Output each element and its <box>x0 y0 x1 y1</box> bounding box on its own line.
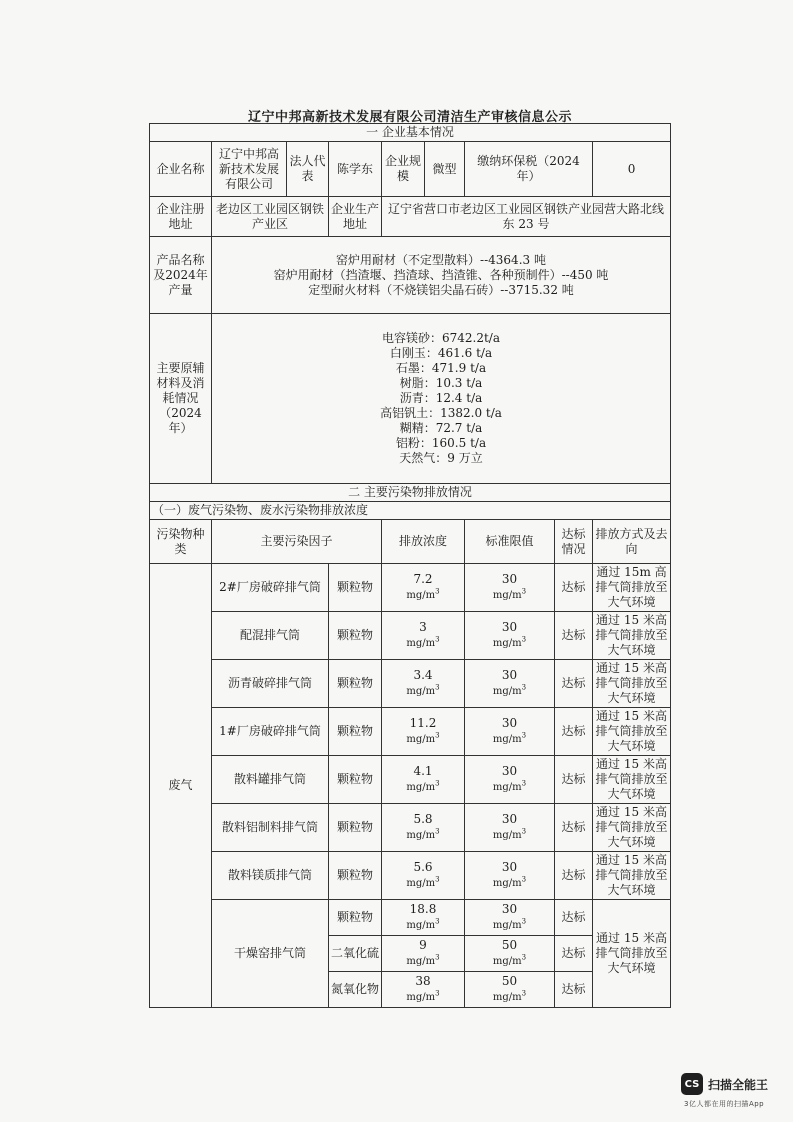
source-cell: 1#厂房破碎排气筒 <box>212 708 329 756</box>
unit-label: $mg/m^3$ <box>492 917 527 932</box>
unit-label: $mg/m^3$ <box>492 953 527 968</box>
method-cell: 通过 15 米高排气筒排放至大气环境 <box>593 660 671 708</box>
limit-cell: 30 $mg/m^3$ <box>465 612 555 660</box>
scale-label: 企业规模 <box>382 142 425 197</box>
kiln-source-cell: 干燥窑排气筒 <box>212 900 329 1008</box>
table-row <box>150 756 671 804</box>
status-cell: 达标 <box>555 804 593 852</box>
material-line: 白刚玉：461.6 t/a <box>389 346 493 360</box>
watermark-name: 扫描全能王 <box>708 1077 769 1092</box>
material-line: 铝粉：160.5 t/a <box>395 436 487 450</box>
camscanner-icon: CS <box>681 1073 703 1095</box>
method-cell: 通过 15m 高排气筒排放至大气环境 <box>593 564 671 612</box>
material-line: 糊精：72.7 t/a <box>399 421 483 435</box>
material-line: 电容镁砂：6742.2t/a <box>382 331 501 345</box>
prod-address-value: 辽宁省营口市老边区工业园区钢铁产业园营大路北线东 23 号 <box>382 197 671 237</box>
section1-heading: 一 企业基本情况 <box>150 124 671 142</box>
header-status: 达标情况 <box>555 520 593 564</box>
company-name-label: 企业名称 <box>150 142 212 197</box>
table-row <box>150 660 671 708</box>
pollutant-cell: 颗粒物 <box>329 612 382 660</box>
material-line: 高铝钒土：1382.0 t/a <box>380 406 502 420</box>
method-cell: 通过 15 米高排气筒排放至大气环境 <box>593 612 671 660</box>
table-row <box>150 852 671 900</box>
unit-label: $mg/m^3$ <box>492 635 527 650</box>
unit-label: $mg/m^3$ <box>406 917 440 932</box>
unit-label: $mg/m^3$ <box>406 989 440 1004</box>
env-tax-value: 0 <box>593 142 671 197</box>
scale-value: 微型 <box>425 142 465 197</box>
company-name-value: 辽宁中邦高新技术发展有限公司 <box>212 142 287 197</box>
unit-label: $mg/m^3$ <box>492 779 527 794</box>
products-label: 产品名称及2024年产量 <box>150 237 212 314</box>
unit-label: $mg/m^3$ <box>406 827 440 842</box>
conc-cell: 4.1 $mg/m^3$ <box>382 756 465 804</box>
limit-cell: 50 $mg/m^3$ <box>465 936 555 972</box>
table-row <box>150 804 671 852</box>
unit-label: $mg/m^3$ <box>492 587 527 602</box>
materials-list <box>212 314 671 484</box>
prod-address-label: 企业生产地址 <box>329 197 382 237</box>
materials-label: 主要原辅材料及消耗情况（2024年） <box>150 314 212 484</box>
status-cell: 达标 <box>555 972 593 1008</box>
table-row <box>150 708 671 756</box>
limit-cell: 30 $mg/m^3$ <box>465 756 555 804</box>
material-line: 天然气：9 万立 <box>399 451 483 465</box>
document-title: 辽宁中邦高新技术发展有限公司清洁生产审核信息公示 <box>247 110 572 125</box>
unit-label: $mg/m^3$ <box>406 875 440 890</box>
source-cell: 散料镁质排气筒 <box>212 852 329 900</box>
method-cell: 通过 15 米高排气筒排放至大气环境 <box>593 804 671 852</box>
status-cell: 达标 <box>555 900 593 936</box>
unit-label: $mg/m^3$ <box>406 953 440 968</box>
unit-label: $mg/m^3$ <box>492 989 527 1004</box>
source-cell: 配混排气筒 <box>212 612 329 660</box>
env-tax-label: 缴纳环保税（2024 年） <box>465 142 593 197</box>
limit-cell: 30 $mg/m^3$ <box>465 804 555 852</box>
status-cell: 达标 <box>555 936 593 972</box>
limit-cell: 30 $mg/m^3$ <box>465 852 555 900</box>
conc-cell: 3 $mg/m^3$ <box>382 612 465 660</box>
unit-label: $mg/m^3$ <box>406 587 440 602</box>
pollutant-cell: 颗粒物 <box>329 852 382 900</box>
pollutant-cell: 颗粒物 <box>329 756 382 804</box>
method-cell: 通过 15 米高排气筒排放至大气环境 <box>593 708 671 756</box>
unit-label: $mg/m^3$ <box>492 875 527 890</box>
table-row <box>150 564 671 612</box>
conc-cell: 11.2 $mg/m^3$ <box>382 708 465 756</box>
unit-label: $mg/m^3$ <box>406 683 440 698</box>
status-cell: 达标 <box>555 660 593 708</box>
limit-cell: 30 $mg/m^3$ <box>465 564 555 612</box>
pollutant-cell: 颗粒物 <box>329 804 382 852</box>
pollutant-cell: 颗粒物 <box>329 660 382 708</box>
material-line: 沥青：12.4 t/a <box>399 391 483 405</box>
source-cell: 2#厂房破碎排气筒 <box>212 564 329 612</box>
product-line: 窑炉用耐材（挡渣堰、挡渣球、挡渣锥、各种预制件）--450 吨 <box>273 267 609 282</box>
source-cell: 沥青破碎排气筒 <box>212 660 329 708</box>
unit-label: $mg/m^3$ <box>492 827 527 842</box>
conc-cell: 3.4 $mg/m^3$ <box>382 660 465 708</box>
table-row <box>150 900 671 936</box>
material-line: 石墨：471.9 t/a <box>395 361 487 375</box>
watermark-tagline: 3亿人都在用的扫描App <box>684 1100 765 1108</box>
conc-cell: 5.6 $mg/m^3$ <box>382 852 465 900</box>
limit-cell: 30 $mg/m^3$ <box>465 660 555 708</box>
status-cell: 达标 <box>555 564 593 612</box>
header-method: 排放方式及去向 <box>593 520 671 564</box>
pollutant-cell: 颗粒物 <box>329 708 382 756</box>
reg-address-label: 企业注册地址 <box>150 197 212 237</box>
emission-rows <box>150 564 671 1008</box>
unit-label: $mg/m^3$ <box>406 731 440 746</box>
unit-label: $mg/m^3$ <box>492 683 527 698</box>
scanner-watermark <box>681 1073 768 1095</box>
pollutant-cell: 氮氧化物 <box>329 972 382 1008</box>
products-list <box>212 237 671 314</box>
limit-cell: 30 $mg/m^3$ <box>465 900 555 936</box>
reg-address-value: 老边区工业园区钢铁产业区 <box>212 197 329 237</box>
conc-cell: 18.8 $mg/m^3$ <box>382 900 465 936</box>
header-concentration: 排放浓度 <box>382 520 465 564</box>
source-cell: 散料铝制料排气筒 <box>212 804 329 852</box>
section2-subheading: （一）废气污染物、废水污染物排放浓度 <box>150 502 671 520</box>
table-row <box>150 612 671 660</box>
conc-cell: 7.2 $mg/m^3$ <box>382 564 465 612</box>
legal-rep-value: 陈学东 <box>329 142 382 197</box>
conc-cell: 38 $mg/m^3$ <box>382 972 465 1008</box>
pollutant-cell: 颗粒物 <box>329 564 382 612</box>
limit-cell: 30 $mg/m^3$ <box>465 708 555 756</box>
status-cell: 达标 <box>555 852 593 900</box>
legal-rep-label: 法人代表 <box>287 142 329 197</box>
conc-cell: 5.8 $mg/m^3$ <box>382 804 465 852</box>
kiln-method-cell: 通过 15 米高排气筒排放至大气环境 <box>593 900 671 1008</box>
category-cell: 废气 <box>150 564 212 1008</box>
product-line: 窑炉用耐材（不定型散料）--4364.3 吨 <box>336 252 546 267</box>
source-cell: 散料罐排气筒 <box>212 756 329 804</box>
unit-label: $mg/m^3$ <box>492 731 527 746</box>
section2-heading: 二 主要污染物排放情况 <box>150 484 671 502</box>
pollutant-cell: 二氧化硫 <box>329 936 382 972</box>
status-cell: 达标 <box>555 708 593 756</box>
method-cell: 通过 15 米高排气筒排放至大气环境 <box>593 852 671 900</box>
pollutant-cell: 颗粒物 <box>329 900 382 936</box>
conc-cell: 9 $mg/m^3$ <box>382 936 465 972</box>
unit-label: $mg/m^3$ <box>406 635 440 650</box>
unit-label: $mg/m^3$ <box>406 779 440 794</box>
header-pollutant-type: 污染物种类 <box>150 520 212 564</box>
header-factor: 主要污染因子 <box>212 520 382 564</box>
limit-cell: 50 $mg/m^3$ <box>465 972 555 1008</box>
material-line: 树脂：10.3 t/a <box>399 376 483 390</box>
status-cell: 达标 <box>555 756 593 804</box>
header-limit: 标准限值 <box>465 520 555 564</box>
method-cell: 通过 15 米高排气筒排放至大气环境 <box>593 756 671 804</box>
product-line: 定型耐火材料（不烧镁铝尖晶石砖）--3715.32 吨 <box>308 282 574 297</box>
status-cell: 达标 <box>555 612 593 660</box>
info-table <box>149 123 671 1008</box>
